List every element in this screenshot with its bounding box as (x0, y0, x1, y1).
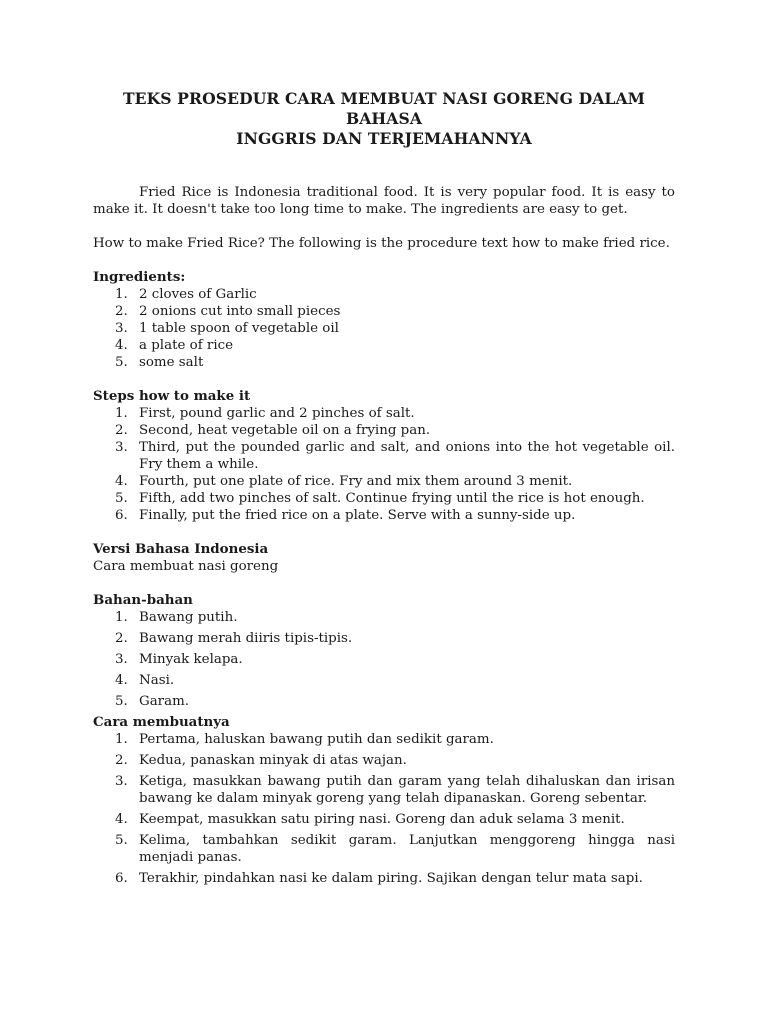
bahan-list (93, 609, 675, 710)
list-text: 2 onions cut into small pieces (139, 304, 341, 319)
list-text: some salt (139, 355, 204, 370)
list-item (93, 405, 675, 422)
list-item (93, 337, 675, 354)
list-item (93, 731, 675, 748)
list-text: 1 table spoon of vegetable oil (139, 321, 339, 336)
list-item (93, 303, 675, 320)
list-number: 1. (115, 732, 128, 747)
list-number: 2. (115, 304, 128, 319)
list-item (93, 693, 675, 710)
list-number: 2. (115, 423, 128, 438)
list-number: 1. (115, 610, 128, 625)
indonesian-subtitle: Cara membuat nasi goreng (93, 559, 279, 574)
intro-paragraph: Fried Rice is Indonesia traditional food. It is very popular food. It is easy to make it. It doesn't take too long time to make. The ingredients are easy to get. (93, 185, 675, 217)
list-item (93, 354, 675, 371)
list-text: Keempat, masukkan satu piring nasi. Goreng dan aduk selama 3 menit. (139, 812, 625, 827)
list-text: Pertama, haluskan bawang putih dan sedikit garam. (139, 732, 494, 747)
list-text: Fifth, add two pinches of salt. Continue frying until the rice is hot enough. (139, 491, 645, 506)
list-text: Kelima, tambahkan sedikit garam. Lanjutkan menggoreng hingga nasi menjadi panas. (139, 833, 675, 865)
document-title (93, 89, 675, 149)
list-text: First, pound garlic and 2 pinches of salt. (139, 406, 415, 421)
list-text: Finally, put the fried rice on a plate. Serve with a sunny-side up. (139, 508, 576, 523)
list-item (93, 811, 675, 828)
document-page (93, 89, 675, 887)
list-text: Ketiga, masukkan bawang putih dan garam yang telah dihaluskan dan irisan bawang ke dalam minyak goreng yang telah dipanaskan. Goreng sebentar. (139, 774, 675, 806)
list-number: 6. (115, 508, 128, 523)
list-number: 3. (115, 440, 128, 455)
list-text: Fourth, put one plate of rice. Fry and mix them around 3 menit. (139, 474, 573, 489)
list-number: 4. (115, 474, 128, 489)
list-item (93, 870, 675, 887)
bahan-heading: Bahan-bahan (93, 592, 193, 608)
list-text: Minyak kelapa. (139, 652, 243, 667)
list-number: 3. (115, 652, 128, 667)
list-item (93, 832, 675, 866)
list-text: Garam. (139, 694, 190, 709)
list-text: a plate of rice (139, 338, 234, 353)
list-item (93, 773, 675, 807)
list-number: 4. (115, 673, 128, 688)
indonesian-heading: Versi Bahasa Indonesia (93, 541, 269, 557)
list-item (93, 439, 675, 473)
ingredients-heading: Ingredients: (93, 269, 186, 285)
list-item (93, 490, 675, 507)
list-number: 3. (115, 321, 128, 336)
list-item (93, 752, 675, 769)
steps-heading: Steps how to make it (93, 388, 251, 404)
list-text: Kedua, panaskan minyak di atas wajan. (139, 753, 407, 768)
list-text: Second, heat vegetable oil on a frying pan. (139, 423, 431, 438)
list-number: 4. (115, 338, 128, 353)
list-item (93, 286, 675, 303)
list-item (93, 672, 675, 689)
list-number: 2. (115, 753, 128, 768)
list-number: 5. (115, 833, 128, 848)
list-text: Third, put the pounded garlic and salt, and onions into the hot vegetable oil. Fry them a while. (139, 440, 675, 472)
list-item (93, 422, 675, 439)
list-item (93, 473, 675, 490)
list-item (93, 651, 675, 668)
question-paragraph: How to make Fried Rice? The following is the procedure text how to make fried rice. (93, 236, 670, 251)
list-number: 5. (115, 355, 128, 370)
list-number: 5. (115, 491, 128, 506)
list-item (93, 507, 675, 524)
list-item (93, 320, 675, 337)
title-line-1: TEKS PROSEDUR CARA MEMBUAT NASI GORENG DALAM BAHASA (122, 89, 646, 128)
list-number: 5. (115, 694, 128, 709)
list-item (93, 609, 675, 626)
list-number: 1. (115, 287, 128, 302)
list-text: Bawang merah diiris tipis-tipis. (139, 631, 353, 646)
list-text: Terakhir, pindahkan nasi ke dalam piring. Sajikan dengan telur mata sapi. (139, 871, 643, 886)
list-number: 1. (115, 406, 128, 421)
list-number: 3. (115, 774, 128, 789)
cara-heading: Cara membuatnya (93, 714, 230, 730)
list-number: 2. (115, 631, 128, 646)
list-number: 6. (115, 871, 128, 886)
ingredients-list (93, 286, 675, 371)
list-text: Nasi. (139, 673, 175, 688)
cara-list (93, 731, 675, 887)
list-text: Bawang putih. (139, 610, 238, 625)
list-number: 4. (115, 812, 128, 827)
steps-list (93, 405, 675, 524)
title-line-2: INGGRIS DAN TERJEMAHANNYA (236, 129, 532, 148)
list-text: 2 cloves of Garlic (139, 287, 257, 302)
list-item (93, 630, 675, 647)
